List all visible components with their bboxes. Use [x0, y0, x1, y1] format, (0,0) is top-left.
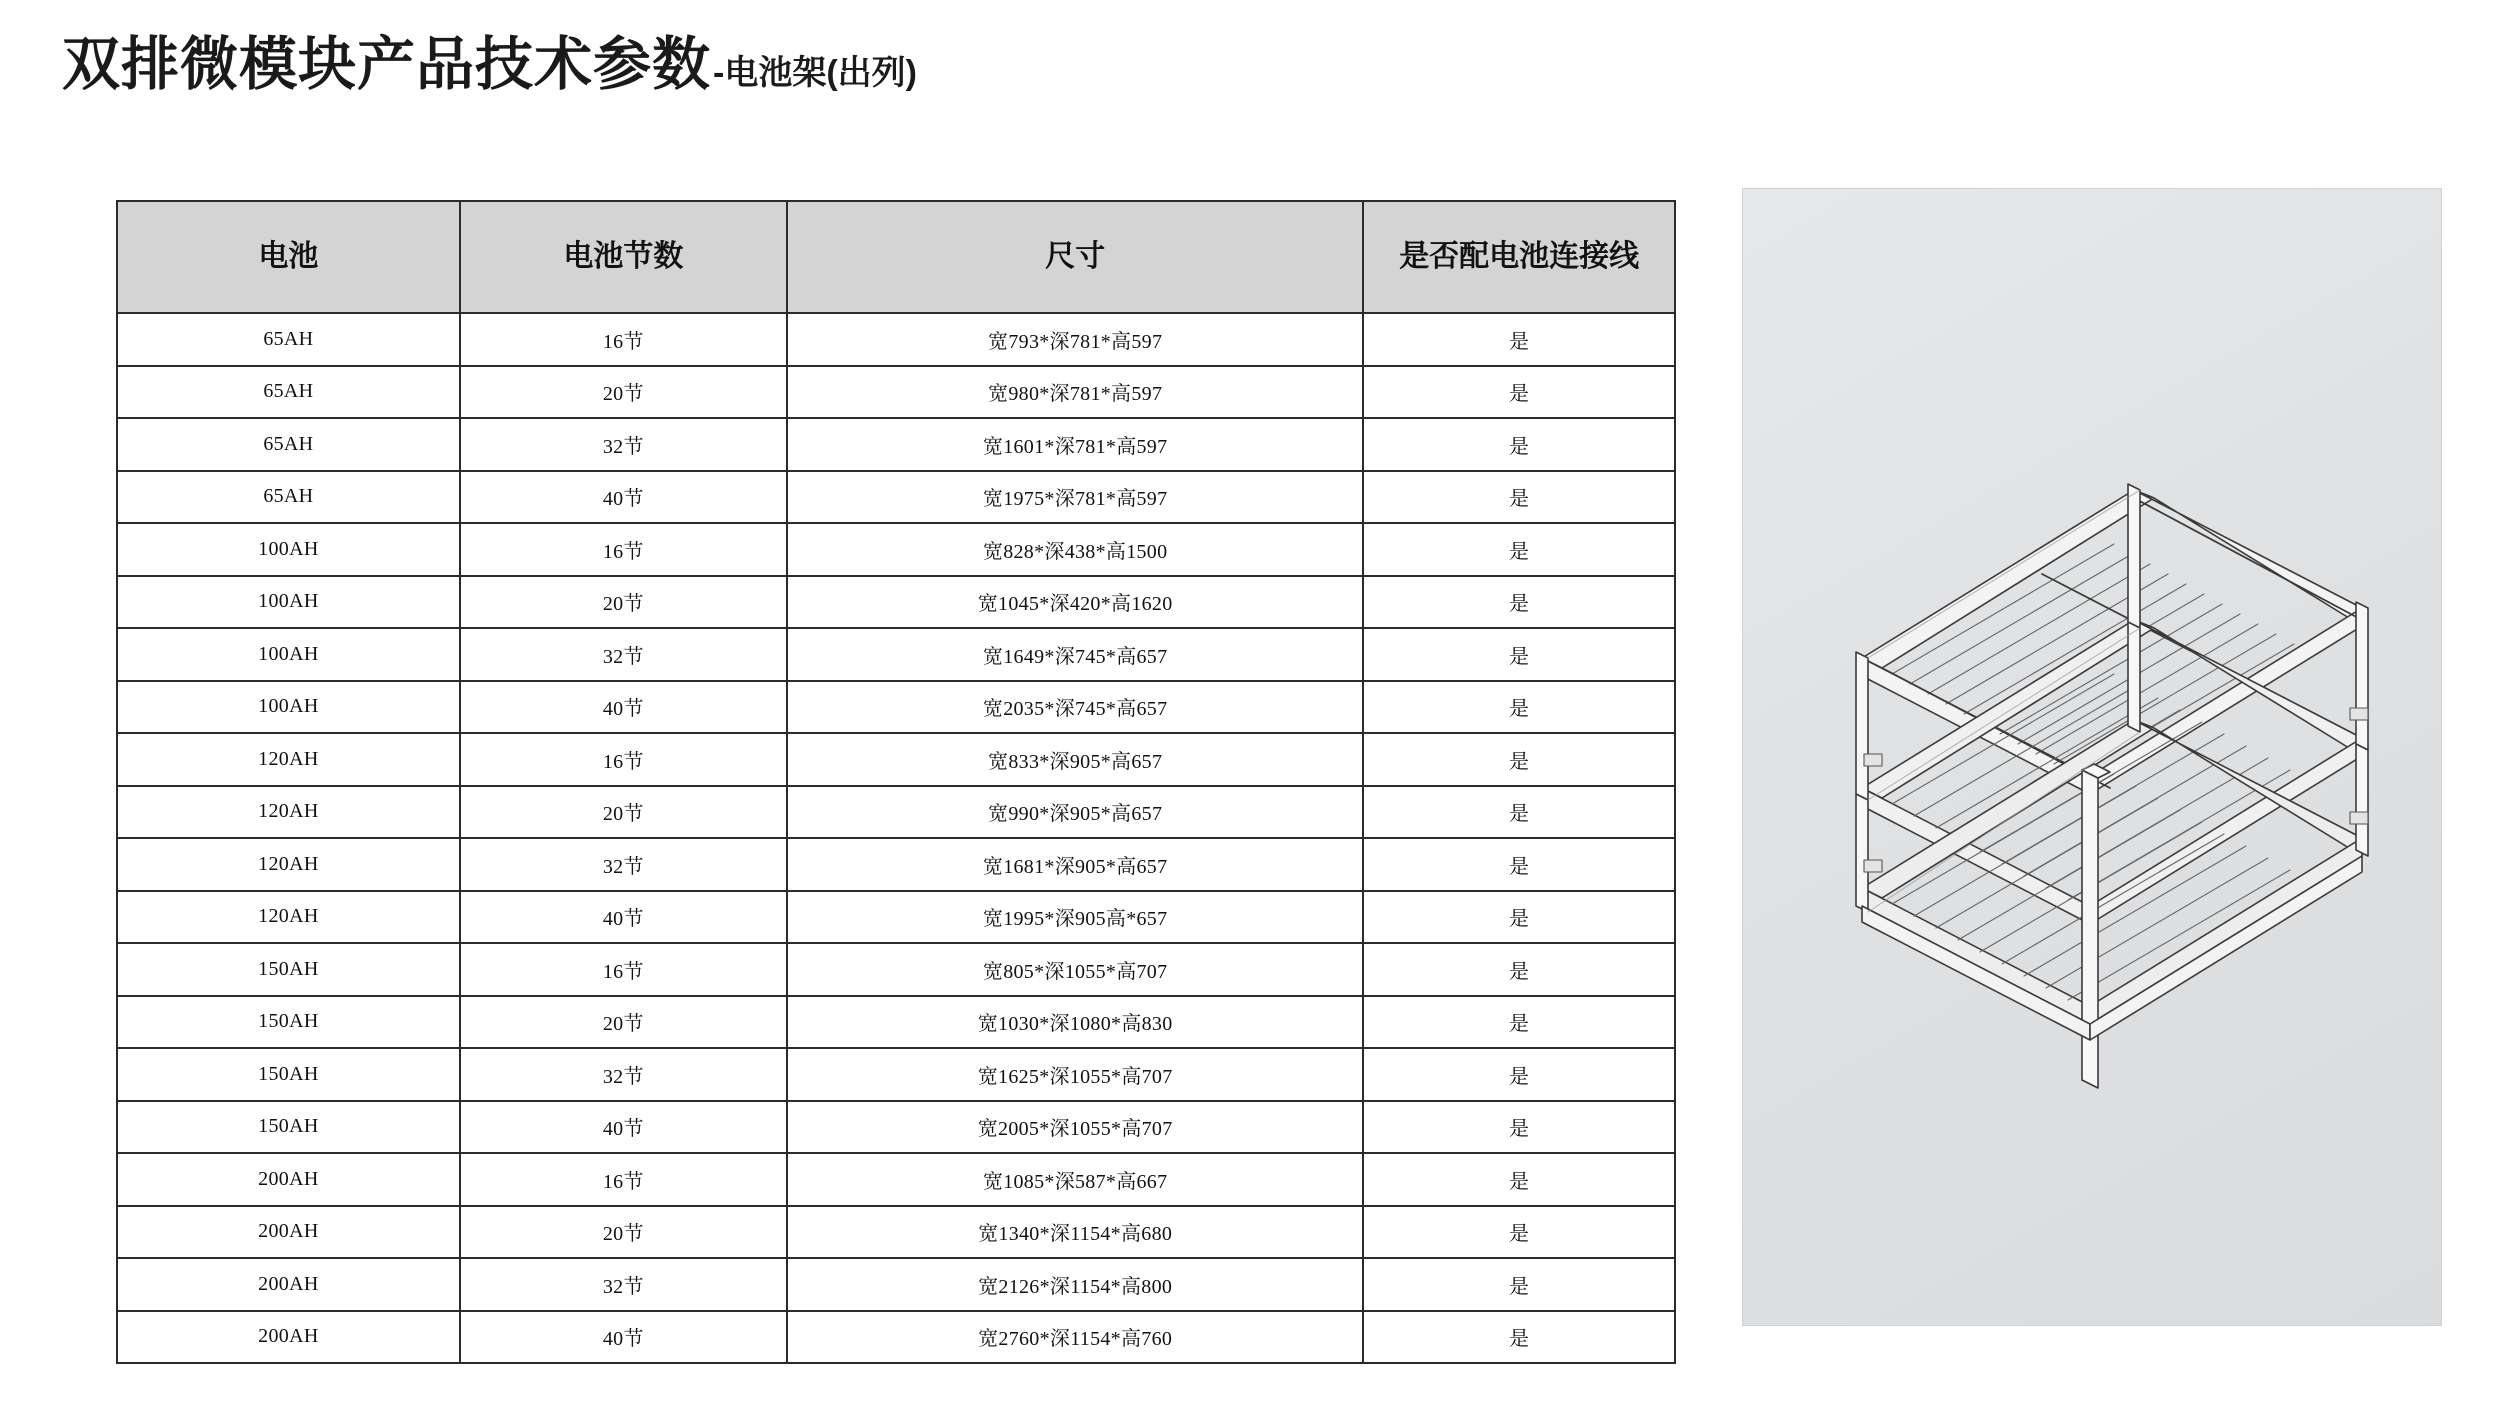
cell-connection-cable: 是 — [1363, 1048, 1675, 1101]
table-row — [117, 1048, 1675, 1101]
cell-dimensions: 宽1340*深1154*高680 — [787, 1206, 1363, 1259]
cell-connection-cable: 是 — [1363, 733, 1675, 786]
spec-table-container — [116, 200, 1676, 1364]
cell-cell-count: 32节 — [460, 1048, 787, 1101]
page-title-subtitle: -电池架(出列) — [713, 54, 917, 92]
table-row — [117, 1311, 1675, 1364]
battery-rack-image-panel — [1742, 188, 2442, 1326]
table-row — [117, 1258, 1675, 1311]
battery-rack-diagram-icon — [1742, 188, 2442, 1326]
table-row — [117, 418, 1675, 471]
cell-dimensions: 宽1995*深905高*657 — [787, 891, 1363, 944]
cell-cell-count: 20节 — [460, 576, 787, 629]
cell-battery-capacity: 200AH — [117, 1153, 460, 1206]
cell-connection-cable: 是 — [1363, 681, 1675, 734]
cell-dimensions: 宽1625*深1055*高707 — [787, 1048, 1363, 1101]
cell-dimensions: 宽980*深781*高597 — [787, 366, 1363, 419]
cell-battery-capacity: 200AH — [117, 1206, 460, 1259]
cell-dimensions: 宽1030*深1080*高830 — [787, 996, 1363, 1049]
cell-connection-cable: 是 — [1363, 628, 1675, 681]
cell-cell-count: 32节 — [460, 1258, 787, 1311]
cell-battery-capacity: 200AH — [117, 1311, 460, 1364]
cell-connection-cable: 是 — [1363, 576, 1675, 629]
column-header-dimensions: 尺寸 — [787, 201, 1363, 313]
table-row — [117, 891, 1675, 944]
table-row — [117, 576, 1675, 629]
cell-cell-count: 20节 — [460, 366, 787, 419]
cell-connection-cable: 是 — [1363, 1258, 1675, 1311]
cell-battery-capacity: 65AH — [117, 471, 460, 524]
cell-dimensions: 宽1975*深781*高597 — [787, 471, 1363, 524]
table-row — [117, 681, 1675, 734]
cell-dimensions: 宽1681*深905*高657 — [787, 838, 1363, 891]
table-row — [117, 943, 1675, 996]
cell-dimensions: 宽2005*深1055*高707 — [787, 1101, 1363, 1154]
cell-battery-capacity: 65AH — [117, 313, 460, 366]
cell-cell-count: 40节 — [460, 891, 787, 944]
cell-battery-capacity: 100AH — [117, 523, 460, 576]
cell-battery-capacity: 120AH — [117, 733, 460, 786]
cell-battery-capacity: 100AH — [117, 628, 460, 681]
cell-cell-count: 40节 — [460, 681, 787, 734]
cell-cell-count: 16节 — [460, 313, 787, 366]
table-row — [117, 838, 1675, 891]
table-row — [117, 523, 1675, 576]
cell-dimensions: 宽793*深781*高597 — [787, 313, 1363, 366]
cell-dimensions: 宽833*深905*高657 — [787, 733, 1363, 786]
column-header-battery: 电池 — [117, 201, 460, 313]
table-row — [117, 1101, 1675, 1154]
cell-connection-cable: 是 — [1363, 1153, 1675, 1206]
cell-cell-count: 32节 — [460, 628, 787, 681]
cell-connection-cable: 是 — [1363, 1101, 1675, 1154]
cell-cell-count: 32节 — [460, 838, 787, 891]
cell-cell-count: 20节 — [460, 996, 787, 1049]
cell-connection-cable: 是 — [1363, 1206, 1675, 1259]
cell-connection-cable: 是 — [1363, 471, 1675, 524]
page-title-main: 双排微模块产品技术参数 — [62, 32, 712, 97]
cell-dimensions: 宽1045*深420*高1620 — [787, 576, 1363, 629]
table-row — [117, 733, 1675, 786]
cell-battery-capacity: 150AH — [117, 1101, 460, 1154]
column-header-connection-cable: 是否配电池连接线 — [1363, 201, 1675, 313]
cell-cell-count: 20节 — [460, 786, 787, 839]
cell-battery-capacity: 100AH — [117, 576, 460, 629]
table-row — [117, 1206, 1675, 1259]
cell-dimensions: 宽1085*深587*高667 — [787, 1153, 1363, 1206]
cell-cell-count: 16节 — [460, 1153, 787, 1206]
cell-cell-count: 16节 — [460, 943, 787, 996]
cell-dimensions: 宽805*深1055*高707 — [787, 943, 1363, 996]
cell-connection-cable: 是 — [1363, 523, 1675, 576]
cell-connection-cable: 是 — [1363, 313, 1675, 366]
cell-connection-cable: 是 — [1363, 838, 1675, 891]
cell-dimensions: 宽828*深438*高1500 — [787, 523, 1363, 576]
cell-connection-cable: 是 — [1363, 786, 1675, 839]
cell-connection-cable: 是 — [1363, 943, 1675, 996]
cell-battery-capacity: 100AH — [117, 681, 460, 734]
cell-cell-count: 40节 — [460, 1101, 787, 1154]
cell-battery-capacity: 150AH — [117, 996, 460, 1049]
cell-battery-capacity: 150AH — [117, 943, 460, 996]
page-title — [62, 32, 917, 97]
cell-battery-capacity: 120AH — [117, 891, 460, 944]
table-row — [117, 786, 1675, 839]
cell-connection-cable: 是 — [1363, 891, 1675, 944]
cell-battery-capacity: 150AH — [117, 1048, 460, 1101]
cell-cell-count: 40节 — [460, 471, 787, 524]
cell-dimensions: 宽2035*深745*高657 — [787, 681, 1363, 734]
cell-cell-count: 32节 — [460, 418, 787, 471]
cell-connection-cable: 是 — [1363, 1311, 1675, 1364]
table-header — [117, 201, 1675, 313]
cell-dimensions: 宽2126*深1154*高800 — [787, 1258, 1363, 1311]
cell-dimensions: 宽990*深905*高657 — [787, 786, 1363, 839]
table-row — [117, 996, 1675, 1049]
table-row — [117, 628, 1675, 681]
cell-dimensions: 宽1649*深745*高657 — [787, 628, 1363, 681]
cell-battery-capacity: 65AH — [117, 418, 460, 471]
column-header-cell-count: 电池节数 — [460, 201, 787, 313]
cell-battery-capacity: 120AH — [117, 786, 460, 839]
table-row — [117, 1153, 1675, 1206]
table-header-row — [117, 201, 1675, 313]
table-row — [117, 366, 1675, 419]
cell-cell-count: 20节 — [460, 1206, 787, 1259]
cell-connection-cable: 是 — [1363, 366, 1675, 419]
cell-connection-cable: 是 — [1363, 418, 1675, 471]
cell-battery-capacity: 200AH — [117, 1258, 460, 1311]
cell-dimensions: 宽1601*深781*高597 — [787, 418, 1363, 471]
cell-dimensions: 宽2760*深1154*高760 — [787, 1311, 1363, 1364]
cell-connection-cable: 是 — [1363, 996, 1675, 1049]
cell-cell-count: 16节 — [460, 523, 787, 576]
cell-battery-capacity: 65AH — [117, 366, 460, 419]
table-body — [117, 313, 1675, 1363]
cell-cell-count: 16节 — [460, 733, 787, 786]
table-row — [117, 471, 1675, 524]
cell-battery-capacity: 120AH — [117, 838, 460, 891]
table-row — [117, 313, 1675, 366]
battery-spec-table — [116, 200, 1676, 1364]
cell-cell-count: 40节 — [460, 1311, 787, 1364]
